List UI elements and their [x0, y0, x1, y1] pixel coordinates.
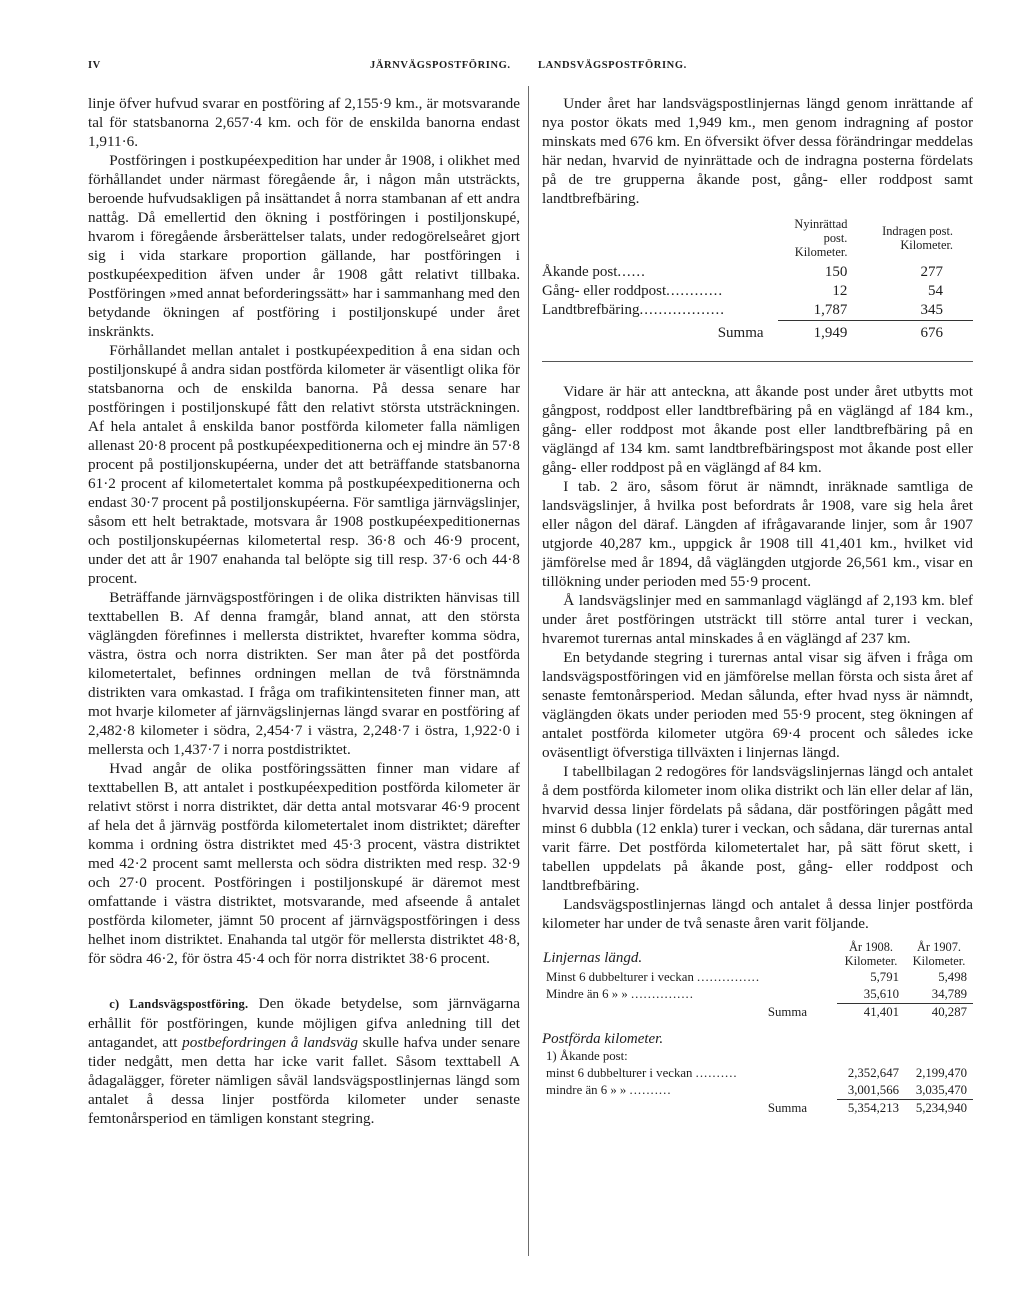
- cell: 41,401: [837, 1004, 905, 1022]
- cell: 35,610: [863, 987, 899, 1001]
- table-row: [542, 986, 973, 1004]
- sum-label: Summa: [767, 1100, 807, 1115]
- text-run: skulle hafva under senare tider nedgått, men detta har icke varit fallet. Såsom texttabell A ådagalägger, företer nämligen såväl landsvägspostlinjernas längd som antalet å dessa linjer postförda kilometer under senaste femtonårsperiod en tämligen konstant stegring.: [88, 1034, 521, 1127]
- leader-dots: ...............: [630, 987, 694, 1002]
- paragraph: Vidare är här att anteckna, att åkande post under året utbytts mot gångpost, roddpost eller landtbrefbäring på en väglängd af 184 km., gång- eller roddpost mot åkande post eller landtbrefbäring på en väglängd af 134 km. samt landtbrefbäringspost mot åkande post eller gång- eller roddpost på en väglängd af 84 km.: [542, 383, 973, 476]
- cell: 3,001,566: [847, 1083, 899, 1097]
- paragraph: En betydande stegring i turernas antal visar sig äfven i fråga om landsvägspostföringen vid en jämförelse mellan första och sista året af senaste femtonårsperiod. Medan sålunda, efter hvad nyss är nämndt, väglängden ökats under perioden med 55·9 procent, steg ökningen af antalet postförda kilometer utgöra 69·4 procent och således icke oväsentligt öfverstiga tillväxten i linjernas längd.: [542, 649, 973, 761]
- cell: 5,354,213: [837, 1100, 905, 1118]
- leader-dots: ...............: [697, 970, 761, 984]
- leader-dots: ..........: [629, 1083, 672, 1098]
- table-row: [542, 969, 973, 986]
- label-text: minst 6 dubbelturer i veckan: [546, 1066, 693, 1080]
- label-text: mindre än 6 » »: [546, 1083, 627, 1098]
- label-text: Åkande post: [542, 264, 618, 280]
- paragraph: I tabellbilagan 2 redogöres för landsvägslinjernas längd och antalet å dem postförda kilometer inom olika distrikt och län eller delar af län, hvarvid dessa linjer fördelats på sådana, där postföringen pågått med minst 6 dubbla (12 enkla) turer i veckan, och sådana, där turernas antal varit färre. Det postförda kilometertalet har, på sätt förut skett, i tabellen uppdelats på åkande post, gång- eller roddpost och landtbrefbäring.: [542, 763, 973, 894]
- right-running-head: LANDSVÄGSPOSTFÖRING.: [538, 60, 687, 71]
- paragraph: Å landsvägslinjer med en sammanlagd väglängd af 2,193 km. blef under året postföringen utsträckt till större antal turer i veckan, hvaremot turernas antal minskades å en väglängd af 237 km.: [542, 592, 973, 647]
- table-row: [542, 1100, 973, 1118]
- row-label: [542, 1082, 837, 1100]
- paragraph: Förhållandet mellan antalet i postkupéexpedition å ena sidan och postiljonskupé å andra sidan postförda kilometer är väsentligt olika för statsbanorna och de enskilda banorna. På dessa senare har postföringen i postiljonskupé fått den relativt största utsträckningen. Af hela antalet å enskilda banor postförda kilometer falla nämligen allenast 20·8 procent på postkupéexpeditionerna och ej mindre än 57·8 procent på postiljonskupéerna, under det att beträffande statsbanorna 61·2 procent af kilometertalet komma på postkupéexpeditionerna och endast 30·7 procent på postiljonskupéerna. För samtliga järnvägslinjer, såsom ett helt betraktade, motsvara år 1908 postkupéexpeditionernas och postiljonskupéernas kilometertal resp. 36·8 och 46·9 procent, under det att år 1907 enahanda tal belöpte sig till resp. 37·6 och 44·8 procent.: [88, 342, 520, 587]
- cell: 34,789: [931, 987, 967, 1001]
- emphasis: postbefordringen å landsväg: [182, 1034, 358, 1051]
- cell: 1,949: [778, 321, 848, 344]
- row-label: [542, 263, 778, 282]
- table-header: [847, 216, 973, 263]
- table-rule: [542, 361, 973, 362]
- text-run: Den ökade betydelse, som järnvägarna erhållit för postföringen, kunde möjligen gifva anledning till det antagandet, att: [88, 995, 520, 1051]
- lengths-table: [542, 939, 973, 1117]
- leader-dots: ......: [617, 264, 646, 280]
- left-running-head: JÄRNVÄGSPOSTFÖRING.: [370, 60, 511, 71]
- page-number: IV: [88, 60, 101, 71]
- paragraph-section-c: [88, 994, 520, 1128]
- table-row: [542, 1021, 973, 1048]
- cell: 3,035,470: [915, 1083, 967, 1097]
- column-unit: Kilometer.: [912, 954, 966, 968]
- left-column: [88, 94, 520, 1128]
- cell: 12: [832, 283, 848, 299]
- subsection-label: 1) Åkande post:: [546, 1049, 628, 1063]
- changes-table: [542, 216, 973, 343]
- paragraph: Under året har landsvägspostlinjernas längd genom inrättande af nya postor ökats med 1,949 km., men genom indragning af postor minskats med 676 km. En öfversikt öfver dessa förändringar meddelas här nedan, hvarvid de nyinrättade och de indragna posterna fördelats på de tre grupperna åkande post, gång- eller roddpost samt landtbrefbäring.: [542, 95, 973, 207]
- cell: 40,287: [905, 1004, 973, 1022]
- row-label: [542, 969, 837, 986]
- cell: 2,199,470: [915, 1066, 967, 1080]
- leader-dots: ..........: [695, 1066, 738, 1080]
- row-label: [542, 301, 778, 321]
- paragraph: Beträffande järnvägspostföringen i de olika distrikten hänvisas till texttabellen B. Af denna framgår, bland annat, att den största väglängden förefinnes i mellersta distriktet, hvarefter komma södra, västra, östra och norra distrikten. Ser man åter på det postförda kilometertalet, befinnes ordningen mellan de två förstnämnda distrikten vara omkastad. I fråga om trafikintensiteten finner man, att mot hvarje kilometer af järnvägslinjernas längd svarar en postföring af 2,482·8 kilometer i södra, 2,454·7 i västra, 2,248·7 i östra, 1,922·0 i mellersta och 1,437·7 i norra postdistriktet.: [88, 589, 520, 758]
- cell: 1,787: [813, 302, 848, 318]
- table-row: [542, 1065, 973, 1082]
- leader-dots: ............: [666, 283, 724, 299]
- column-header: År 1907.: [916, 940, 962, 954]
- cell: 676: [847, 321, 973, 344]
- cell: 150: [824, 264, 848, 280]
- cell: 5,791: [870, 970, 899, 984]
- column-unit: Kilometer.: [900, 238, 953, 252]
- label-text: Gång- eller roddpost: [542, 283, 667, 299]
- row-label: [542, 986, 837, 1004]
- table-row: [542, 282, 973, 301]
- paragraph: I tab. 2 äro, såsom förut är nämndt, inräknade samtliga de landsvägslinjer, å hvilka post befordrats år 1908, vare sig hela året eller någon del däraf. Längden af ifrågavarande linjer, som år 1907 utgjorde 40,287 km., uppgick år 1908 till 41,401 km., hvilket vid jämförelse med år 1894, då väglängden utgjorde 26,561 km., visar en tillökning under perioden med 55·9 procent.: [542, 478, 973, 590]
- column-header: Indragen post.: [882, 224, 953, 238]
- label-text: Landtbrefbäring: [542, 302, 640, 319]
- leader-dots: ..................: [639, 302, 725, 319]
- table-row: [542, 1004, 973, 1022]
- column-unit: Kilometer.: [794, 245, 848, 259]
- cell: 5,234,940: [905, 1100, 973, 1118]
- label-text: Minst 6 dubbelturer i veckan: [546, 970, 694, 984]
- right-column: [542, 94, 973, 1117]
- paragraph: Postföringen i postkupéexpedition har under år 1908, i olikhet med förhållandet under närmast föregående år, i någon mån utsträckts, beroende hufvudsakligen på insättandet å norra stambanan af ett andra nattåg. Då emellertid den ökning i postföringen i postiljonskupé, hvarom i föregående årsberättelser talats, under redogörelseåret gjort sig i vida starkare proportion gällande, har postföringen i postkupéexpedition äfven under år 1908 gått relativt tillbaka. Postföringen »med annat beforderingssätt» har i sammanhang med den betydande ökningen af postföring i postiljonskupé under året inskränkts.: [88, 152, 520, 340]
- table-row: [542, 1082, 973, 1100]
- cell: 54: [928, 283, 943, 299]
- section-heading: Postförda kilometer.: [542, 1031, 664, 1047]
- table-header: [905, 939, 973, 969]
- cell: 277: [920, 264, 943, 280]
- section-heading: c) Landsvägspostföring.: [109, 997, 249, 1011]
- row-label: [542, 1065, 837, 1082]
- table-heading: Linjernas längd.: [543, 950, 643, 966]
- sum-label: Summa: [767, 1004, 807, 1019]
- table-row: [542, 263, 973, 282]
- cell: 5,498: [938, 970, 967, 984]
- table-row: [542, 1048, 973, 1065]
- paragraph: Hvad angår de olika postföringssätten finner man vidare af texttabellen B, att antalet i postkupéexpedition postförda kilometer är relativt störst i norra distriktet, där detta antal motsvarar 46·9 procent af hela det å järnväg postförda kilometertalet inom distriktet; därefter komma i ordning östra distriktet med 45·3 procent, västra distriktet med 42·2 procent samt mellersta och södra distrikten med resp. 32·9 och 27·0 procent. Postföringen i postiljonskupé är däremot mest omfattande i västra distriktet, motsvarande, med afseende å antalet postförda kilometer, jämnt 50 procent af järnvägspostföringen i dess helhet inom distriktet. Enahanda tal utgör för mellersta distriktet 48·8, för södra 46·2, för östra 45·4 och för norra distriktet 38·6 procent.: [88, 760, 520, 967]
- column-header: Nyinrättad post.: [794, 217, 848, 245]
- table-header: [778, 216, 848, 263]
- table-row: [542, 321, 973, 344]
- paragraph: Landsvägspostlinjernas längd och antalet å dessa linjer postförda kilometer har under de två senaste åren varit följande.: [542, 896, 973, 932]
- table-header: [837, 939, 905, 969]
- cell: 2,352,647: [847, 1066, 899, 1080]
- label-text: Mindre än 6 » »: [546, 987, 628, 1002]
- sum-label: Summa: [717, 324, 764, 341]
- table-row: [542, 301, 973, 321]
- cell: 345: [920, 302, 943, 318]
- row-label: [542, 282, 778, 301]
- column-divider: [528, 86, 529, 1256]
- column-header: År 1908.: [848, 940, 894, 954]
- paragraph: linje öfver hufvud svarar en postföring af 2,155·9 km., är motsvarande tal för statsbanorna 2,657·4 km. och för de enskilda banorna endast 1,911·6.: [88, 95, 520, 150]
- column-unit: Kilometer.: [844, 954, 898, 968]
